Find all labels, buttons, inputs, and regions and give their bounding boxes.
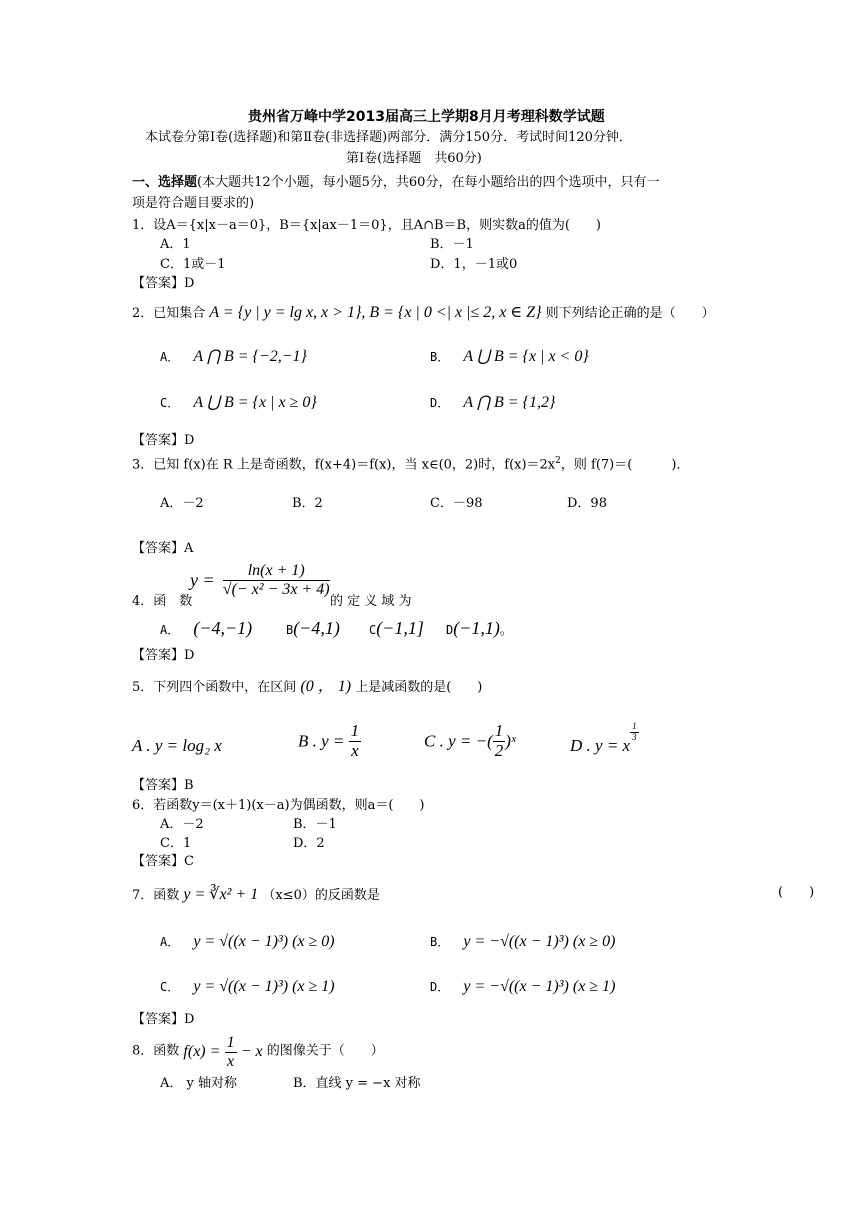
option-label: C．: [160, 396, 180, 410]
question-4-option-b: [286, 618, 340, 639]
answer-label: 【答案】: [132, 778, 185, 793]
question-1-option-d: D．1，－1或0: [430, 257, 518, 272]
question-5-stem-text: 5．下列四个函数中，在区间: [132, 680, 297, 695]
function-lhs: y =: [190, 569, 215, 590]
question-7-stem: [132, 886, 380, 904]
answer-label: 【答案】: [132, 648, 185, 663]
option-formula: (−4,−1): [193, 618, 253, 638]
question-5-option-d: [570, 721, 639, 757]
option-formula: (−4,1): [293, 618, 340, 638]
question-4-option-c: [369, 618, 424, 639]
question-4-option-d: [446, 618, 513, 639]
answer-label: 【答案】: [132, 541, 185, 556]
option-label: B: [286, 623, 294, 637]
option-formula: A ⋃ B = {x | x ≥ 0}: [193, 394, 317, 411]
question-7-function: y = ∛x² + 1: [183, 886, 259, 903]
question-2-stem-formula: A = {y | y = lg x, x > 1}, B = {x | 0 <| x |≤ 2, x ∈ Z}: [209, 304, 542, 321]
fraction-denominator: x: [351, 740, 359, 760]
question-6-answer: [132, 855, 194, 870]
question-5-option-a: A . y = log₂ x: [132, 736, 222, 755]
question-7-option-b: [430, 933, 615, 951]
option-label: B．: [430, 350, 450, 364]
question-6-option-c: C．1: [160, 836, 192, 851]
question-7-answer: [132, 1013, 194, 1028]
question-3-exponent: 2: [555, 456, 561, 466]
question-8-option-b: B．直线 y = −x 对称: [293, 1076, 421, 1091]
function-fraction: [223, 562, 330, 598]
question-8-fraction: [225, 1034, 237, 1070]
answer-label: 【答案】: [132, 854, 185, 869]
answer-value: C: [184, 854, 194, 869]
part-one-heading: 第Ⅰ卷(选择题 共60分): [346, 151, 482, 166]
option-formula: y = −√((x − 1)³) (x ≥ 0): [463, 933, 616, 950]
answer-value: D: [184, 276, 195, 291]
answer-label: 【答案】: [132, 1012, 185, 1027]
question-3-option-b: B．2: [292, 496, 323, 511]
question-2-stem-text: 2．已知集合: [132, 306, 206, 321]
option-label: D: [446, 623, 454, 637]
option-prefix: C . y = −(: [424, 731, 493, 751]
question-8-option-a: A． y 轴对称: [160, 1076, 237, 1091]
question-1-stem: 1．设A＝{x|x－a＝0}，B＝{x|ax－1＝0}，且A∩B＝B，则实数a的值为( ): [132, 218, 601, 233]
question-5-stem-tail: 上是减函数的是( ): [355, 680, 483, 695]
question-6-option-b: B．－1: [293, 817, 337, 832]
question-3-stem-tail: ，则 f(7)＝( )．: [560, 457, 690, 473]
option-label: A．: [160, 623, 180, 637]
question-4-options: [160, 618, 252, 639]
exam-intro: 本试卷分第Ⅰ卷(选择题)和第Ⅱ卷(非选择题)两部分．满分150分．考试时间120分钟．: [145, 130, 632, 145]
fraction-numerator: ln(x + 1): [223, 562, 330, 581]
question-2-option-d: [430, 394, 555, 412]
question-1-option-b: B．－1: [430, 237, 474, 252]
fraction-numerator: 1: [226, 1034, 235, 1051]
option-formula: y = −√((x − 1)³) (x ≥ 1): [463, 978, 616, 995]
answer-value: B: [184, 778, 194, 793]
question-4-stem: 4．函 数: [132, 594, 193, 609]
question-8-function-lhs: f(x) =: [183, 1042, 221, 1060]
fraction-denominator: x: [227, 1052, 235, 1070]
question-2-option-b: [430, 348, 589, 366]
option-label: D．: [430, 980, 450, 994]
option-suffix: )ˣ: [505, 731, 516, 751]
question-3-stem: [132, 456, 689, 473]
question-5-answer: [132, 779, 194, 794]
question-2-stem-tail: 则下列结论正确的是（ ）: [545, 306, 715, 321]
section-title: 一、选择题: [132, 175, 198, 190]
option-formula: A ⋂ B = {−2,−1}: [193, 348, 307, 365]
question-5-stem: [132, 678, 482, 696]
option-formula: y = √((x − 1)³) (x ≥ 0): [193, 933, 335, 950]
question-7-stem-tail: （x≤0）的反函数是: [262, 888, 380, 903]
option-fraction: [493, 722, 506, 760]
answer-value: D: [184, 648, 195, 663]
question-1-option-a: A．1: [160, 237, 191, 252]
question-5-option-b: [298, 722, 361, 760]
fraction-denominator: 3: [632, 731, 637, 742]
question-7-option-c: [160, 978, 335, 996]
option-label: C: [369, 623, 377, 637]
option-label: C．: [160, 980, 180, 994]
option-label: A．: [160, 350, 180, 364]
question-2-answer: [132, 434, 194, 449]
option-formula: (−1,1]: [376, 618, 424, 638]
option-formula: A ⋃ B = {x | x < 0}: [463, 348, 589, 365]
option-tail: 。: [499, 623, 513, 638]
answer-value: A: [184, 541, 194, 556]
option-label: A．: [160, 935, 180, 949]
option-fraction: [349, 722, 362, 760]
question-7-option-a: [160, 933, 335, 951]
answer-label: 【答案】: [132, 276, 185, 291]
answer-value: D: [184, 1012, 195, 1027]
question-6-stem: 6．若函数y＝(x＋1)(x－a)为偶函数，则a＝( ): [132, 798, 425, 813]
question-1-option-c: C．1或－1: [160, 257, 226, 272]
section-description: (本大题共12个小题，每小题5分，共60分，在每小题给出的四个选项中，只有一: [197, 175, 660, 190]
fraction-numerator: 1: [350, 721, 360, 740]
question-6-option-a: A．－2: [160, 817, 204, 832]
answer-label: 【答案】: [132, 433, 185, 448]
fraction-numerator: 1: [632, 721, 637, 731]
question-3-option-c: C．－98: [430, 496, 483, 511]
question-4-answer: [132, 649, 194, 664]
question-8-stem: [132, 1034, 384, 1070]
fraction-denominator: √(− x² − 3x + 4): [222, 580, 330, 598]
question-2-option-c: [160, 394, 317, 412]
question-8-stem-tail: 的图像关于（ ）: [266, 1043, 384, 1059]
question-3-option-a: A．－2: [160, 496, 204, 511]
option-formula: y = √((x − 1)³) (x ≥ 1): [193, 978, 335, 995]
question-7-stem-text: 7．函数: [132, 888, 180, 903]
fraction-numerator: 1: [494, 721, 504, 740]
option-prefix: B . y =: [298, 731, 345, 751]
question-3-option-d: D．98: [567, 496, 607, 511]
question-2-stem: [132, 304, 715, 322]
question-4-stem-tail: 的 定 义 域 为: [330, 594, 412, 609]
question-1-answer: [132, 277, 194, 292]
question-3-answer: [132, 542, 193, 557]
option-formula: D . y = x: [570, 736, 631, 755]
question-2-option-a: [160, 348, 307, 366]
fraction-denominator: 2: [494, 740, 504, 760]
question-3-stem-text: 3．已知 f(x)在 R 上是奇函数，f(x+4)＝f(x)，当 x∈(0，2)时，f(x)＝2x: [132, 457, 556, 473]
option-formula: A ⋂ B = {1,2}: [463, 394, 556, 411]
question-8-function-rhs: − x: [240, 1042, 263, 1060]
option-label: B．: [430, 935, 450, 949]
option-label: D．: [430, 396, 450, 410]
question-5-interval: (0 ， 1): [300, 678, 352, 695]
question-4-function: [190, 562, 330, 598]
section-description-cont: 项是符合题目要求的): [132, 196, 255, 211]
answer-value: D: [184, 433, 195, 448]
question-7-option-d: [430, 978, 615, 996]
question-8-stem-text: 8．函数: [132, 1043, 180, 1059]
section-heading: [132, 176, 659, 191]
option-formula: (−1,1): [453, 618, 500, 638]
document-title: 贵州省万峰中学2013届高三上学期8月月考理科数学试题: [248, 109, 605, 125]
question-5-option-c: [424, 722, 516, 760]
question-6-option-d: D．2: [293, 836, 325, 851]
question-7-answer-paren: ( ): [778, 885, 815, 900]
option-exponent: [630, 722, 639, 743]
